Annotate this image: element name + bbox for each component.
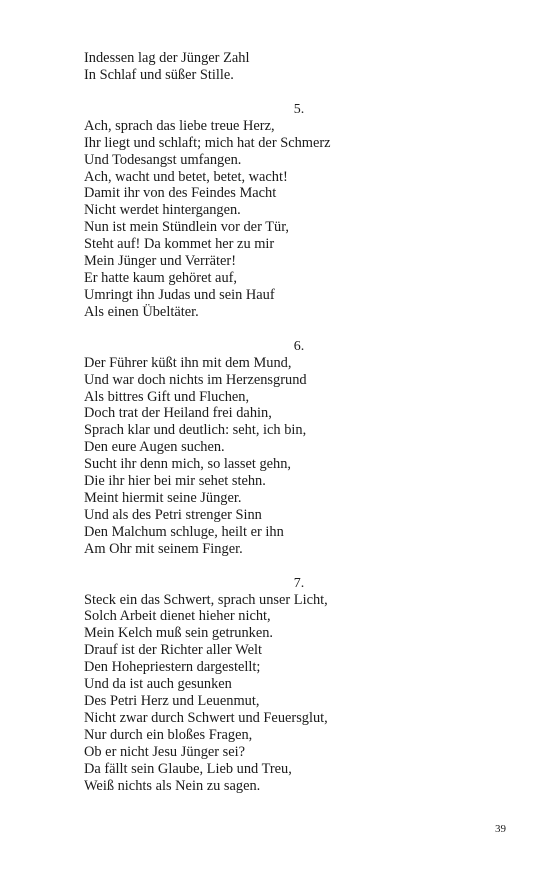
- verse-line: Doch trat der Heiland frei dahin,: [84, 405, 272, 422]
- verse-line: Nur durch ein bloßes Fragen,: [84, 726, 253, 743]
- verse-line: Der Führer küßt ihn mit dem Mund,: [84, 354, 292, 371]
- stanza-number: 5.: [293, 101, 305, 117]
- verse-line: Nun ist mein Stündlein vor der Tür,: [84, 219, 290, 236]
- verse-line: Meint hiermit seine Jünger.: [84, 489, 242, 506]
- stanza: [84, 101, 504, 321]
- stanza: [84, 50, 504, 84]
- verse-line: Die ihr hier bei mir sehet stehn.: [84, 473, 266, 490]
- verse-line: Da fällt sein Glaube, Lieb und Treu,: [84, 760, 292, 777]
- verse-line: Ob er nicht Jesu Jünger sei?: [84, 743, 246, 760]
- verse-line: Solch Arbeit dienet hieher nicht,: [84, 608, 271, 625]
- stanza-number: 7.: [293, 575, 305, 591]
- verse-line: Und als des Petri strenger Sinn: [84, 506, 262, 523]
- verse-line: Ach, sprach das liebe treue Herz,: [84, 117, 275, 134]
- verse-line: Er hatte kaum gehöret auf,: [84, 269, 238, 286]
- verse-line: Als bittres Gift und Fluchen,: [84, 388, 250, 405]
- stanza-number: 6.: [293, 338, 305, 354]
- verse-line: Nicht werdet hintergangen.: [84, 202, 241, 219]
- poem-body: [84, 50, 504, 811]
- verse-line: Und da ist auch gesunken: [84, 676, 232, 693]
- verse-line: Des Petri Herz und Leuenmut,: [84, 693, 260, 709]
- verse-line: Ach, wacht und betet, betet, wacht!: [84, 168, 288, 185]
- verse-line: Indessen lag der Jünger Zahl: [84, 50, 250, 66]
- page-number: 39: [495, 823, 506, 835]
- stanza: [84, 575, 504, 795]
- verse-line: Den Hohepriestern dargestellt;: [84, 659, 261, 676]
- verse-line: Am Ohr mit seinem Finger.: [84, 540, 243, 557]
- verse-line: Damit ihr von des Feindes Macht: [84, 185, 277, 202]
- stanza: [84, 338, 504, 558]
- verse-line: Sprach klar und deutlich: seht, ich bin,: [84, 422, 307, 439]
- verse-line: Steck ein das Schwert, sprach unser Licht,: [84, 591, 328, 608]
- verse-line: Mein Jünger und Verräter!: [84, 253, 236, 270]
- verse-line: Den Malchum schluge, heilt er ihn: [84, 523, 284, 540]
- verse-line: Weiß nichts als Nein zu sagen.: [84, 777, 261, 794]
- verse-line: Ihr liegt und schlaft; mich hat der Schmerz: [84, 134, 331, 151]
- verse-line: Mein Kelch muß sein getrunken.: [84, 625, 274, 642]
- verse-line: Und war doch nichts im Herzensgrund: [84, 371, 307, 388]
- verse-line: Umringt ihn Judas und sein Hauf: [84, 286, 275, 303]
- verse-line: Steht auf! Da kommet her zu mir: [84, 236, 275, 253]
- verse-line: Und Todesangst umfangen.: [84, 151, 242, 168]
- verse-line: In Schlaf und süßer Stille.: [84, 66, 234, 83]
- verse-line: Drauf ist der Richter aller Welt: [84, 642, 262, 659]
- verse-line: Nicht zwar durch Schwert und Feuersglut,: [84, 709, 328, 726]
- verse-line: Sucht ihr denn mich, so lasset gehn,: [84, 456, 292, 473]
- verse-line: Als einen Übeltäter.: [84, 303, 199, 320]
- verse-line: Den eure Augen suchen.: [84, 439, 225, 456]
